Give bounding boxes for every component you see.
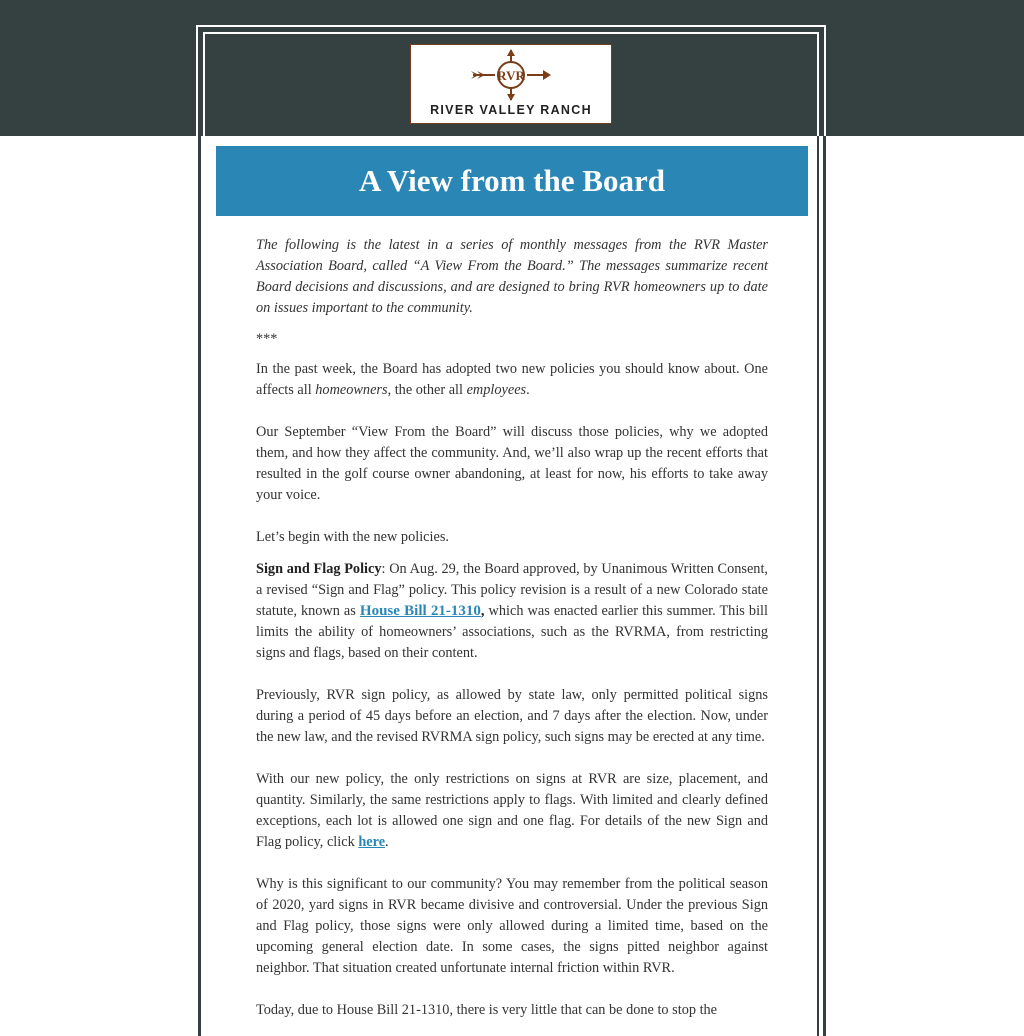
paragraph-previous-policy: Previously, RVR sign policy, as allowed by state law, only permitted political signs during a period of 45 days before an election, and 7 days after the election. Now, under the new law, and the revised RVRMA sign policy, such signs may be erected at any time. <box>256 687 768 745</box>
paragraph-begin: Let’s begin with the new policies. <box>256 529 449 545</box>
logo[interactable] <box>410 44 612 124</box>
sign-flag-heading: Sign and Flag Policy <box>256 561 382 577</box>
paragraph-significance: Why is this significant to our community? You may remember from the political season of 2020, yard signs in RVR became divisive and controversial. Under the previous Sign and Flag policy, those signs were only allowed during a limited time, based on the upcoming general election date. In some cases, the signs pitted neighbor against neighbor. That situation created unfortunate internal friction within RVR. <box>256 876 768 976</box>
intro-paragraph: The following is the latest in a series of monthly messages from the RVR Master Association Board, called “A View From the Board.” The messages summarize recent Board decisions and discussions, and are designed to bring RVR homeowners up to date on issues important to the community. <box>256 237 768 316</box>
policy-details-link[interactable]: here <box>358 834 386 850</box>
rvr-compass-arrow-icon <box>469 49 553 101</box>
separator: *** <box>256 331 278 347</box>
article-body <box>256 235 768 1021</box>
svg-text:RVR: RVR <box>497 68 525 83</box>
paragraph-new-restrictions: With our new policy, the only restrictions on signs at RVR are size, placement, and quantity. Similarly, the same restrictions apply to flags. With limited and clearly defined exceptions, each lot is allowed one sign and one flag. For details of the new Sign and Flag policy, click here. <box>256 771 768 850</box>
frame-rail-left-outer <box>198 136 201 1036</box>
logo-wordmark: RIVER VALLEY RANCH <box>430 103 592 117</box>
paragraph-september-preview: Our September “View From the Board” will discuss those policies, why we adopted them, and how they affect the community. And, we’ll also wrap up the recent efforts that resulted in the golf course owner abandoning, at least for now, his efforts to take away your voice. <box>256 424 768 503</box>
page-title: A View from the Board <box>216 146 808 216</box>
paragraph-today: Today, due to House Bill 21-1310, there is very little that can be done to stop the <box>256 1002 718 1018</box>
house-bill-link[interactable]: House Bill 21-1310 <box>359 603 481 619</box>
frame-rail-right-outer <box>823 136 826 1036</box>
paragraph-policies-intro: In the past week, the Board has adopted two new policies you should know about. One affects all homeowners, the other all employees. <box>256 361 768 398</box>
paragraph-sign-flag-policy: Sign and Flag Policy: On Aug. 29, the Board approved, by Unanimous Written Consent, a revised “Sign and Flag” policy. This policy revision is a result of a new Colorado state statute, known as House Bill 21-1310, which was enacted earlier this summer. This bill limits the ability of homeowners’ associations, such as the RVRMA, from restricting signs and flags, based on their content. <box>256 561 768 661</box>
